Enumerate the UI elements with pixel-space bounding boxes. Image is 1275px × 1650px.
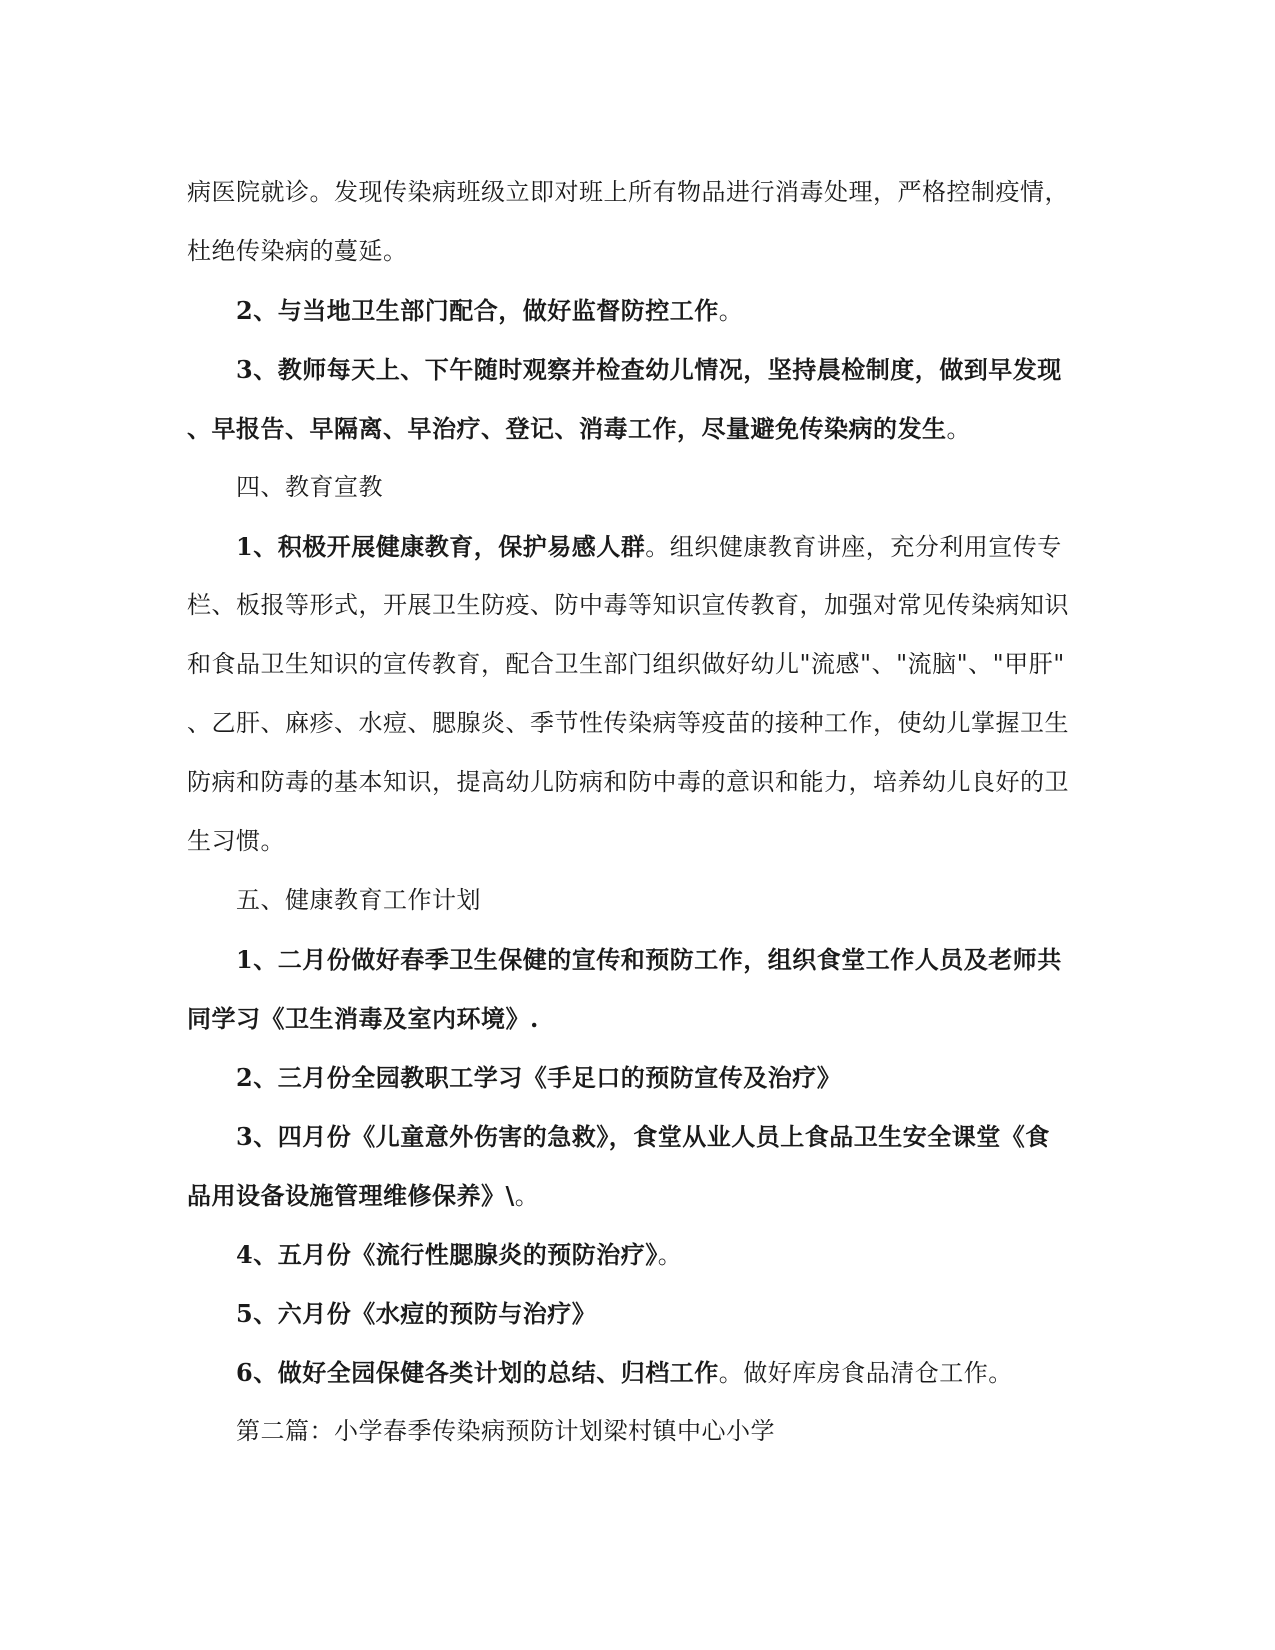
document-body <box>187 163 1087 1461</box>
paragraph-line: 3、四月份《儿童意外伤害的急救》，食堂从业人员上食品卫生安全课堂《食 <box>236 1122 1050 1151</box>
paragraph-line: 5、六月份《水痘的预防与治疗》 <box>236 1299 597 1328</box>
paragraph-line: 病医院就诊。发现传染病班级立即对班上所有物品进行消毒处理，严格控制疫情， <box>187 178 1069 206</box>
paragraph-line: 杜绝传染病的蔓延。 <box>187 237 408 265</box>
section-heading: 四、教育宣教 <box>236 473 383 501</box>
paragraph-line: 2、与当地卫生部门配合，做好监督防控工作。 <box>236 296 744 325</box>
paragraph-line: 2、三月份全园教职工学习《手足口的预防宣传及治疗》 <box>236 1063 842 1092</box>
paragraph-line: 、乙肝、麻疹、水痘、腮腺炎、季节性传染病等疫苗的接种工作，使幼儿掌握卫生 <box>187 709 1069 737</box>
paragraph-line: 6、做好全园保健各类计划的总结、归档工作。做好库房食品清仓工作。 <box>236 1358 1013 1387</box>
section-heading: 五、健康教育工作计划 <box>236 886 481 914</box>
paragraph-line: 品用设备设施管理维修保养》\。 <box>187 1181 540 1210</box>
paragraph-line: 4、五月份《流行性腮腺炎的预防治疗》。 <box>236 1240 683 1269</box>
paragraph-line: 同学习《卫生消毒及室内环境》. <box>187 1004 539 1033</box>
paragraph-line: 和食品卫生知识的宣传教育，配合卫生部门组织做好幼儿"流感"、"流脑"、"甲肝" <box>187 650 1065 678</box>
paragraph-line: 栏、板报等形式，开展卫生防疫、防中毒等知识宣传教育，加强对常见传染病知识 <box>187 591 1069 619</box>
section-heading: 第二篇：小学春季传染病预防计划梁村镇中心小学 <box>236 1417 775 1445</box>
paragraph-line: 、早报告、早隔离、早治疗、登记、消毒工作，尽量避免传染病的发生。 <box>187 414 971 443</box>
paragraph-line: 1、积极开展健康教育，保护易感人群。组织健康教育讲座，充分利用宣传专 <box>236 532 1062 561</box>
paragraph-line: 防病和防毒的基本知识，提高幼儿防病和防中毒的意识和能力，培养幼儿良好的卫 <box>187 768 1069 796</box>
paragraph-line: 1、二月份做好春季卫生保健的宣传和预防工作，组织食堂工作人员及老师共 <box>236 945 1062 974</box>
paragraph-line: 生习惯。 <box>187 827 285 855</box>
paragraph-line: 3、教师每天上、下午随时观察并检查幼儿情况，坚持晨检制度，做到早发现 <box>236 355 1062 384</box>
